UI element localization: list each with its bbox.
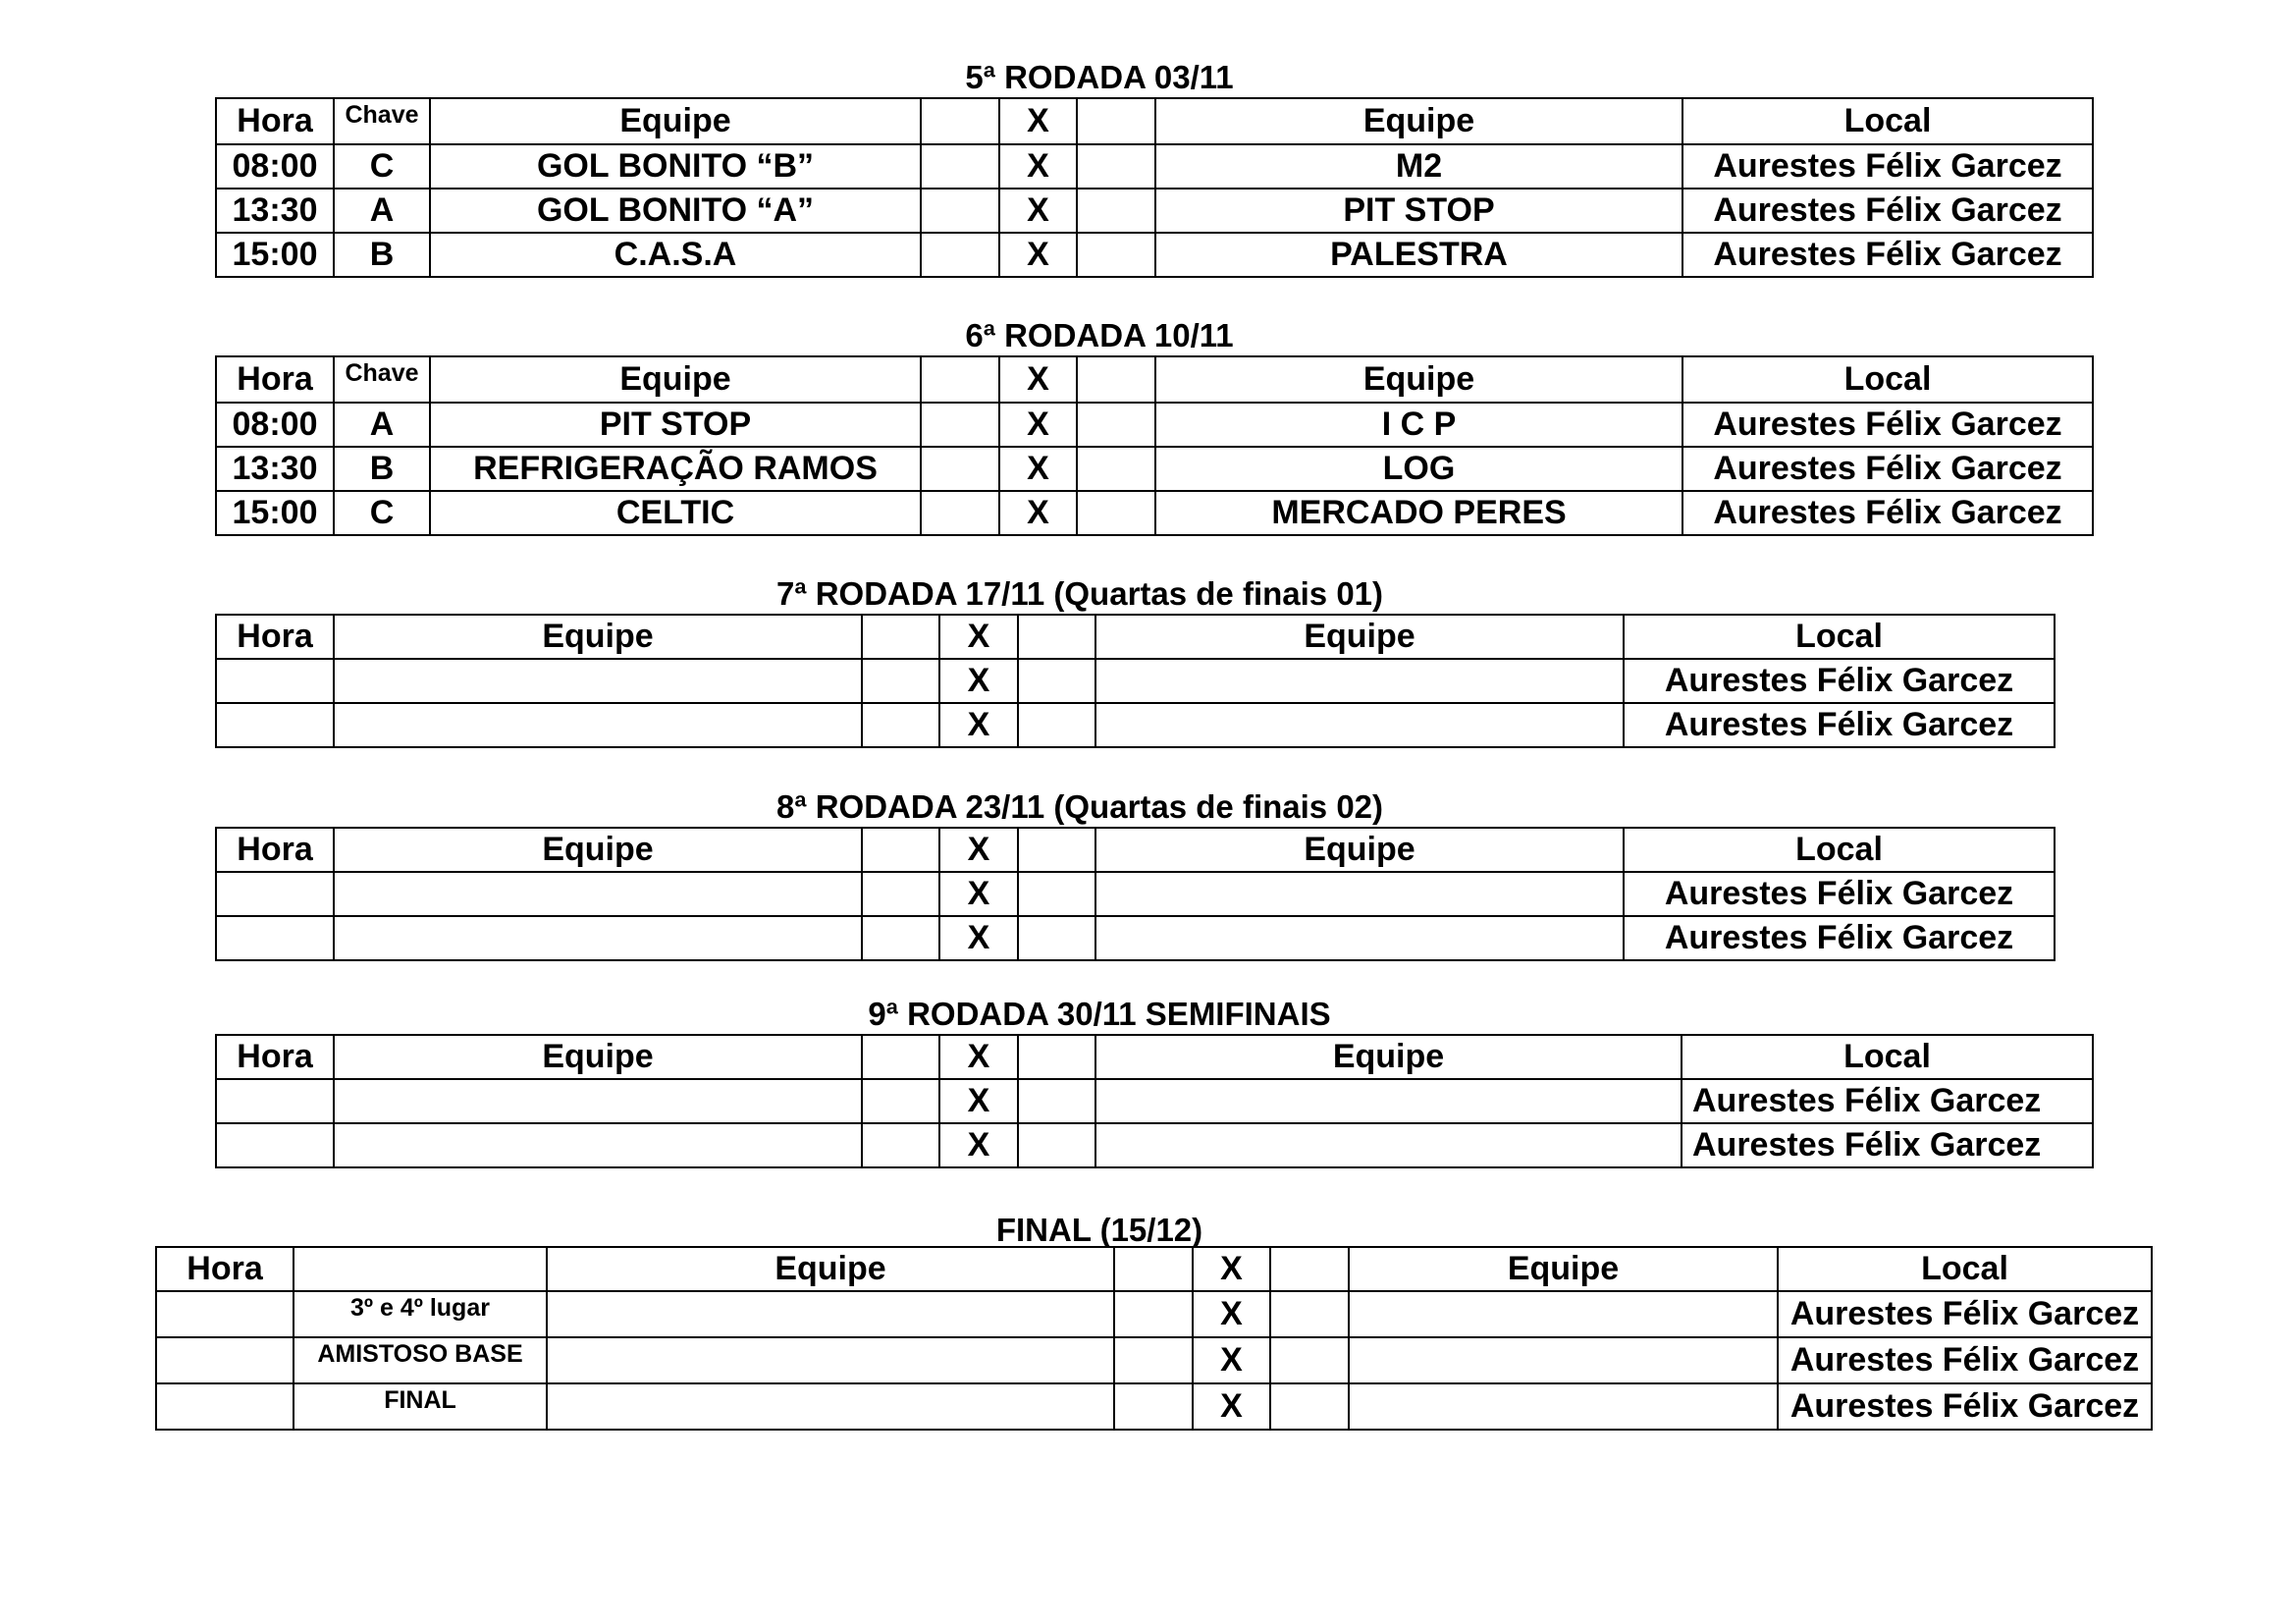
round-7-table: [215, 614, 2056, 748]
x-cell: X: [1193, 1291, 1270, 1337]
equipe-home-cell: [334, 659, 862, 703]
score-away-cell: [1077, 233, 1155, 277]
score-home-cell: [862, 1123, 939, 1167]
score-away-cell: [1077, 189, 1155, 233]
x-cell: X: [1193, 1383, 1270, 1430]
local-cell: Aurestes Félix Garcez: [1778, 1337, 2152, 1383]
score-home-cell: [862, 703, 939, 747]
score-away-cell: [1077, 144, 1155, 189]
equipe-away-cell: [1349, 1383, 1778, 1430]
score-away-cell: [1077, 491, 1155, 535]
score-home-cell: [1114, 1383, 1193, 1430]
x-cell: X: [939, 872, 1018, 916]
hora-cell: [156, 1383, 294, 1430]
equipe-home-cell: C.A.S.A: [430, 233, 921, 277]
header-equipe-away: Equipe: [1095, 615, 1624, 659]
score-home-cell: [862, 872, 939, 916]
score-away-cell: [1077, 447, 1155, 491]
score-home-cell: [862, 659, 939, 703]
equipe-away-cell: MERCADO PERES: [1155, 491, 1682, 535]
equipe-home-cell: [334, 1079, 862, 1123]
score-home-cell: [862, 1035, 939, 1079]
score-away-cell: [1077, 356, 1155, 403]
equipe-home-cell: [334, 872, 862, 916]
header-x: X: [939, 828, 1018, 872]
score-home-cell: [921, 98, 999, 144]
score-away-cell: [1018, 872, 1095, 916]
hora-cell: 15:00: [216, 491, 334, 535]
header-hora: Hora: [216, 828, 334, 872]
chave-cell: A: [334, 403, 430, 447]
hora-cell: 13:30: [216, 447, 334, 491]
header-local: Local: [1682, 98, 2093, 144]
x-cell: X: [939, 1123, 1018, 1167]
chave-cell: B: [334, 233, 430, 277]
hora-cell: [216, 1079, 334, 1123]
equipe-home-cell: [547, 1337, 1114, 1383]
local-cell: Aurestes Félix Garcez: [1778, 1383, 2152, 1430]
score-home-cell: [921, 144, 999, 189]
x-cell: X: [1193, 1337, 1270, 1383]
score-home-cell: [921, 491, 999, 535]
chave-cell: C: [334, 491, 430, 535]
header-equipe-home: Equipe: [547, 1247, 1114, 1291]
score-home-cell: [1114, 1247, 1193, 1291]
round-5-table: [215, 97, 2094, 278]
equipe-home-cell: GOL BONITO “A”: [430, 189, 921, 233]
chave-cell: B: [334, 447, 430, 491]
equipe-home-cell: CELTIC: [430, 491, 921, 535]
table-row: [216, 189, 2093, 233]
x-cell: X: [999, 144, 1077, 189]
header-local: Local: [1682, 1035, 2093, 1079]
equipe-away-cell: [1095, 1079, 1682, 1123]
header-hora: Hora: [216, 356, 334, 403]
round-6-title: 6ª RODADA 10/11: [965, 317, 1234, 353]
table-header-row: [216, 356, 2093, 403]
equipe-away-cell: [1095, 872, 1624, 916]
header-local: Local: [1624, 615, 2055, 659]
local-cell: Aurestes Félix Garcez: [1624, 916, 2055, 960]
header-hora: Hora: [216, 1035, 334, 1079]
local-cell: Aurestes Félix Garcez: [1624, 872, 2055, 916]
table-row: [156, 1291, 2152, 1337]
table-row: [216, 233, 2093, 277]
table-row: [216, 1079, 2093, 1123]
score-home-cell: [862, 615, 939, 659]
score-away-cell: [1270, 1247, 1349, 1291]
header-equipe-home: Equipe: [334, 828, 862, 872]
equipe-away-cell: [1095, 1123, 1682, 1167]
score-home-cell: [862, 828, 939, 872]
equipe-away-cell: I C P: [1155, 403, 1682, 447]
local-cell: Aurestes Félix Garcez: [1624, 703, 2055, 747]
header-x: X: [999, 356, 1077, 403]
x-cell: X: [999, 447, 1077, 491]
round-6-table: [215, 355, 2094, 536]
score-away-cell: [1018, 615, 1095, 659]
table-row: [216, 403, 2093, 447]
header-tipo: [294, 1247, 547, 1291]
header-x: X: [939, 1035, 1018, 1079]
local-cell: Aurestes Félix Garcez: [1682, 491, 2093, 535]
table-row: [216, 144, 2093, 189]
score-away-cell: [1077, 403, 1155, 447]
x-cell: X: [999, 403, 1077, 447]
header-x: X: [939, 615, 1018, 659]
x-cell: X: [939, 659, 1018, 703]
score-home-cell: [921, 403, 999, 447]
final-table: [155, 1246, 2153, 1431]
x-cell: X: [939, 1079, 1018, 1123]
table-row: [216, 916, 2055, 960]
equipe-away-cell: [1349, 1337, 1778, 1383]
local-cell: Aurestes Félix Garcez: [1682, 144, 2093, 189]
x-cell: X: [939, 703, 1018, 747]
score-away-cell: [1077, 98, 1155, 144]
chave-cell: C: [334, 144, 430, 189]
table-header-row: [216, 1035, 2093, 1079]
score-away-cell: [1018, 1123, 1095, 1167]
score-away-cell: [1018, 828, 1095, 872]
equipe-home-cell: PIT STOP: [430, 403, 921, 447]
equipe-home-cell: [547, 1291, 1114, 1337]
round-9-table: [215, 1034, 2094, 1168]
chave-cell: A: [334, 189, 430, 233]
equipe-away-cell: [1349, 1291, 1778, 1337]
header-equipe-away: Equipe: [1095, 828, 1624, 872]
table-header-row: [216, 98, 2093, 144]
table-row: [156, 1383, 2152, 1430]
header-equipe-away: Equipe: [1155, 98, 1682, 144]
hora-cell: 08:00: [216, 403, 334, 447]
header-hora: Hora: [156, 1247, 294, 1291]
local-cell: Aurestes Félix Garcez: [1624, 659, 2055, 703]
score-home-cell: [921, 356, 999, 403]
score-home-cell: [1114, 1337, 1193, 1383]
x-cell: X: [999, 233, 1077, 277]
local-cell: Aurestes Félix Garcez: [1682, 403, 2093, 447]
score-home-cell: [921, 233, 999, 277]
table-row: [156, 1337, 2152, 1383]
hora-cell: [156, 1337, 294, 1383]
header-equipe-home: Equipe: [430, 98, 921, 144]
hora-cell: 13:30: [216, 189, 334, 233]
hora-cell: [216, 916, 334, 960]
score-home-cell: [862, 916, 939, 960]
hora-cell: 15:00: [216, 233, 334, 277]
table-row: [216, 447, 2093, 491]
header-x: X: [1193, 1247, 1270, 1291]
header-equipe-home: Equipe: [334, 615, 862, 659]
hora-cell: [156, 1291, 294, 1337]
hora-cell: [216, 659, 334, 703]
table-row: [216, 1123, 2093, 1167]
header-equipe-home: Equipe: [430, 356, 921, 403]
hora-cell: [216, 872, 334, 916]
round-7-title: 7ª RODADA 17/11 (Quartas de finais 01): [775, 575, 1384, 612]
table-header-row: [216, 615, 2055, 659]
round-8-title: 8ª RODADA 23/11 (Quartas de finais 02): [775, 788, 1384, 825]
header-local: Local: [1682, 356, 2093, 403]
round-8-table: [215, 827, 2056, 961]
equipe-home-cell: [334, 1123, 862, 1167]
header-local: Local: [1778, 1247, 2152, 1291]
table-row: [216, 872, 2055, 916]
local-cell: Aurestes Félix Garcez: [1682, 1123, 2093, 1167]
hora-cell: [216, 703, 334, 747]
header-chave: Chave: [334, 356, 430, 403]
x-cell: X: [999, 491, 1077, 535]
equipe-home-cell: [334, 916, 862, 960]
score-home-cell: [921, 189, 999, 233]
final-title: FINAL (15/12): [995, 1212, 1203, 1248]
score-away-cell: [1018, 916, 1095, 960]
equipe-away-cell: M2: [1155, 144, 1682, 189]
score-away-cell: [1018, 1035, 1095, 1079]
score-away-cell: [1018, 1079, 1095, 1123]
local-cell: Aurestes Félix Garcez: [1682, 189, 2093, 233]
tipo-cell: FINAL: [294, 1383, 547, 1430]
score-away-cell: [1270, 1383, 1349, 1430]
score-home-cell: [921, 447, 999, 491]
equipe-away-cell: PALESTRA: [1155, 233, 1682, 277]
local-cell: Aurestes Félix Garcez: [1778, 1291, 2152, 1337]
equipe-home-cell: GOL BONITO “B”: [430, 144, 921, 189]
header-x: X: [999, 98, 1077, 144]
score-away-cell: [1270, 1337, 1349, 1383]
header-equipe-away: Equipe: [1095, 1035, 1682, 1079]
hora-cell: [216, 1123, 334, 1167]
local-cell: Aurestes Félix Garcez: [1682, 233, 2093, 277]
header-equipe-away: Equipe: [1155, 356, 1682, 403]
header-equipe-home: Equipe: [334, 1035, 862, 1079]
table-row: [216, 491, 2093, 535]
x-cell: X: [939, 916, 1018, 960]
score-home-cell: [862, 1079, 939, 1123]
equipe-away-cell: LOG: [1155, 447, 1682, 491]
equipe-away-cell: [1095, 659, 1624, 703]
round-5-title: 5ª RODADA 03/11: [965, 59, 1234, 95]
header-hora: Hora: [216, 615, 334, 659]
table-row: [216, 659, 2055, 703]
equipe-away-cell: PIT STOP: [1155, 189, 1682, 233]
equipe-home-cell: [547, 1383, 1114, 1430]
table-row: [216, 703, 2055, 747]
equipe-away-cell: [1095, 916, 1624, 960]
score-away-cell: [1018, 659, 1095, 703]
table-header-row: [156, 1247, 2152, 1291]
x-cell: X: [999, 189, 1077, 233]
equipe-home-cell: [334, 703, 862, 747]
local-cell: Aurestes Félix Garcez: [1682, 447, 2093, 491]
score-home-cell: [1114, 1291, 1193, 1337]
header-equipe-away: Equipe: [1349, 1247, 1778, 1291]
header-hora: Hora: [216, 98, 334, 144]
table-header-row: [216, 828, 2055, 872]
score-away-cell: [1018, 703, 1095, 747]
tipo-cell: AMISTOSO BASE: [294, 1337, 547, 1383]
header-chave: Chave: [334, 98, 430, 144]
equipe-home-cell: REFRIGERAÇÃO RAMOS: [430, 447, 921, 491]
equipe-away-cell: [1095, 703, 1624, 747]
hora-cell: 08:00: [216, 144, 334, 189]
score-away-cell: [1270, 1291, 1349, 1337]
header-local: Local: [1624, 828, 2055, 872]
tipo-cell: 3º e 4º lugar: [294, 1291, 547, 1337]
local-cell: Aurestes Félix Garcez: [1682, 1079, 2093, 1123]
round-9-title: 9ª RODADA 30/11 SEMIFINAIS: [868, 996, 1331, 1032]
